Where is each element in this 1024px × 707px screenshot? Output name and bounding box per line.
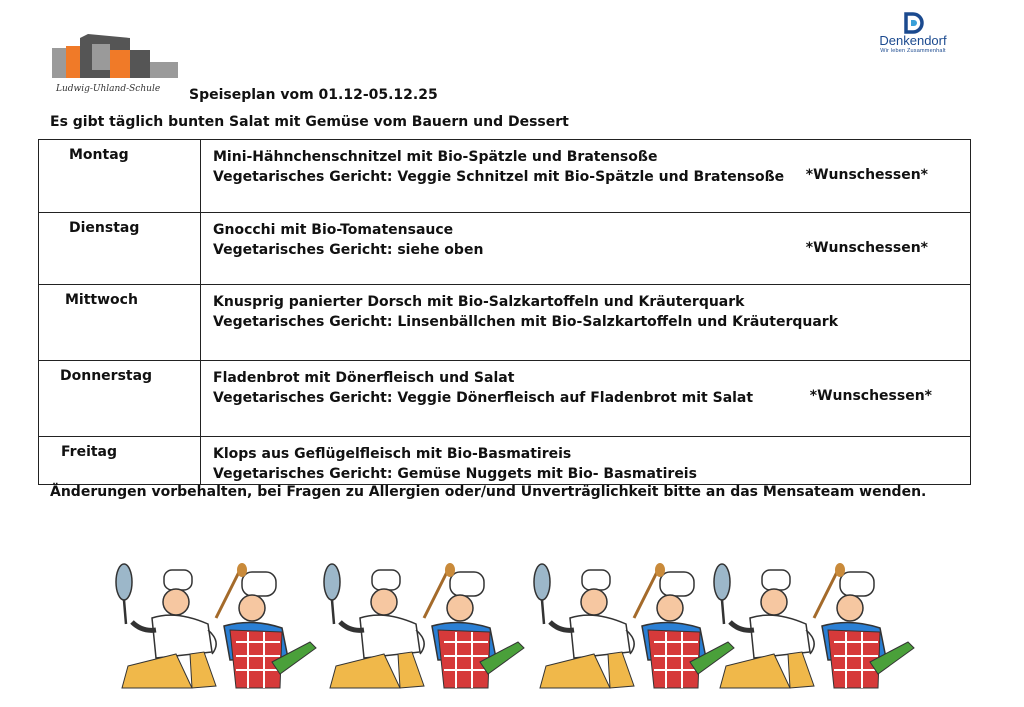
veg-dish: Vegetarisches Gericht: Linsenbällchen mit Bio-Salzkartoffeln und Kräuterquark [213, 314, 839, 330]
table-row [39, 285, 971, 361]
school-logo [52, 32, 182, 98]
cooking-chefs-illustration [112, 562, 920, 692]
main-dish: Fladenbrot mit Dönerfleisch und Salat [213, 370, 515, 386]
day-label: Mittwoch [65, 292, 138, 308]
day-cell [39, 285, 201, 361]
school-name: Ludwig-Uhland-Schule [56, 84, 161, 94]
main-dish: Gnocchi mit Bio-Tomatensauce [213, 222, 454, 238]
veg-dish: Vegetarisches Gericht: Veggie Dönerfleisch auf Fladenbrot mit Salat [213, 390, 754, 406]
menu-table [38, 139, 971, 485]
page-subtitle: Es gibt täglich bunten Salat mit Gemüse vom Bauern und Dessert [50, 114, 569, 130]
meal-cell [201, 140, 971, 213]
denkendorf-d-icon [902, 12, 924, 34]
table-row [39, 437, 971, 485]
main-dish: Knusprig panierter Dorsch mit Bio-Salzkartoffeln und Kräuterquark [213, 294, 745, 310]
wish-note: *Wunschessen* [805, 167, 928, 183]
town-logo [868, 12, 958, 62]
town-slogan: Wir leben Zusammenhalt [880, 48, 946, 54]
veg-dish: Vegetarisches Gericht: siehe oben [213, 242, 484, 258]
veg-dish: Vegetarisches Gericht: Veggie Schnitzel mit Bio-Spätzle und Bratensoße [213, 169, 785, 185]
veg-dish: Vegetarisches Gericht: Gemüse Nuggets mit Bio- Basmatireis [213, 466, 697, 482]
day-cell [39, 361, 201, 437]
wish-note: *Wunschessen* [809, 388, 932, 404]
day-label: Montag [69, 147, 129, 163]
day-cell [39, 140, 201, 213]
day-cell [39, 437, 201, 485]
day-label: Freitag [61, 444, 118, 460]
meal-cell [201, 213, 971, 285]
day-cell [39, 213, 201, 285]
school-building-icon [52, 32, 182, 88]
meal-cell [201, 361, 971, 437]
table-row [39, 361, 971, 437]
day-label: Donnerstag [60, 368, 153, 384]
main-dish: Mini-Hähnchenschnitzel mit Bio-Spätzle und Bratensoße [213, 149, 658, 165]
disclaimer: Änderungen vorbehalten, bei Fragen zu Allergien oder/und Unverträglichkeit bitte an das Mensateam wenden. [50, 484, 927, 500]
town-name: Denkendorf [879, 33, 947, 48]
meal-cell [201, 437, 971, 485]
page-title: Speiseplan vom 01.12-05.12.25 [189, 87, 438, 103]
day-label: Dienstag [69, 220, 140, 236]
main-dish: Klops aus Geflügelfleisch mit Bio-Basmatireis [213, 446, 572, 462]
meal-cell [201, 285, 971, 361]
table-row [39, 140, 971, 213]
wish-note: *Wunschessen* [805, 240, 928, 256]
table-row [39, 213, 971, 285]
